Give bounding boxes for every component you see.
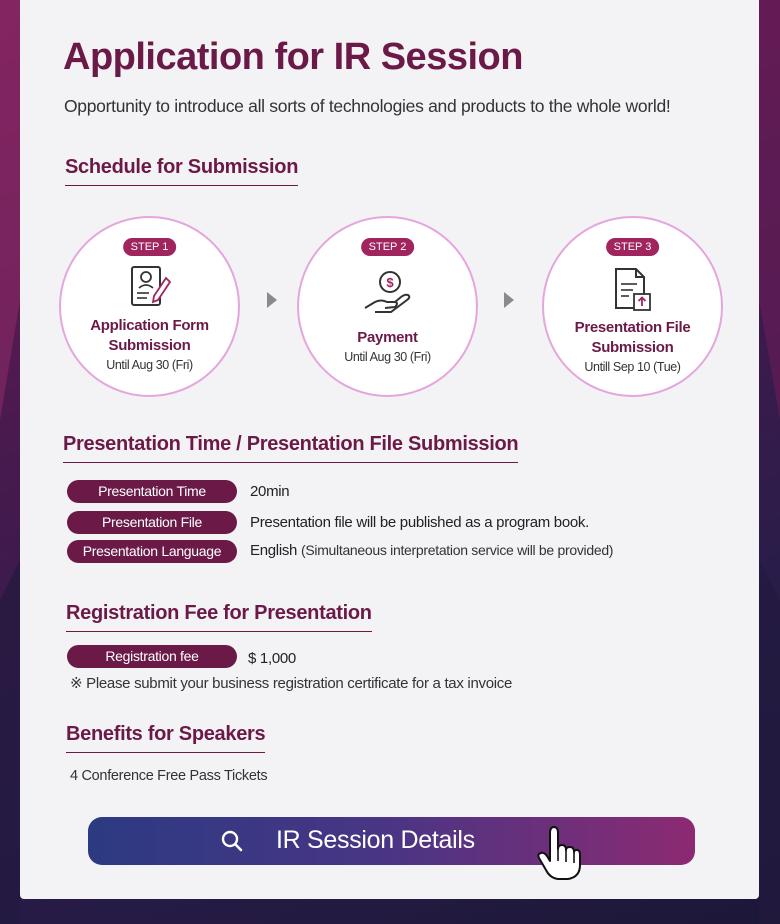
step-2-badge: STEP 2: [361, 238, 415, 256]
schedule-heading: Schedule for Submission: [65, 156, 298, 186]
file-upload-icon: [610, 266, 656, 314]
step-1-badge: STEP 1: [123, 238, 177, 256]
presentation-language-label: Presentation Language: [67, 540, 237, 563]
benefits-heading: Benefits for Speakers: [66, 723, 265, 753]
step-1-date: Until Aug 30 (Fri): [106, 358, 193, 372]
registration-fee-value: $ 1,000: [248, 650, 296, 667]
presentation-file-label: Presentation File: [67, 511, 237, 534]
interpretation-note: (Simultaneous interpretation service will be provided): [300, 542, 614, 558]
fee-heading: Registration Fee for Presentation: [66, 602, 372, 632]
svg-text:$: $: [385, 275, 394, 290]
step-3-date: Untill Sep 10 (Tue): [584, 360, 681, 374]
step-1-circle: [59, 216, 240, 397]
benefits-text: 4 Conference Free Pass Tickets: [70, 768, 268, 784]
registration-fee-label: Registration fee: [67, 645, 237, 668]
step-2-date: Until Aug 30 (Fri): [344, 350, 431, 364]
page-subtitle: Opportunity to introduce all sorts of technologies and products to the whole world!: [64, 96, 671, 116]
presentation-time-value: 20min: [250, 483, 290, 500]
application-form-icon: [126, 264, 174, 310]
content-card: [20, 0, 759, 899]
step-arrow-1: [267, 292, 277, 308]
step-3-circle: [542, 216, 723, 397]
pointer-hand-icon: [536, 825, 582, 881]
presentation-language-value: English (Simultaneous interpretation service will be provided): [250, 542, 614, 559]
payment-icon: [361, 268, 415, 322]
step-arrow-2: [504, 292, 514, 308]
step-3-title-line1: Presentation File: [574, 319, 691, 336]
step-3-title-line2: Submission: [591, 339, 674, 356]
ir-session-details-button[interactable]: [88, 817, 695, 865]
presentation-time-label: Presentation Time: [67, 480, 237, 503]
tax-invoice-note: ※ Please submit your business registration certificate for a tax invoice: [70, 675, 513, 692]
step-1-title-line1: Application Form: [90, 317, 209, 334]
presentation-file-value: Presentation file will be published as a program book.: [250, 514, 590, 531]
step-3-badge: STEP 3: [606, 238, 660, 256]
ir-session-details-label: IR Session Details: [276, 826, 475, 854]
presentation-heading: Presentation Time / Presentation File Submission: [63, 433, 518, 463]
step-2-circle: [297, 216, 478, 397]
step-1-title-line2: Submission: [108, 337, 191, 354]
search-icon: [221, 830, 243, 852]
step-2-title-line1: Payment: [357, 329, 418, 346]
page-title: Application for IR Session: [63, 36, 523, 78]
